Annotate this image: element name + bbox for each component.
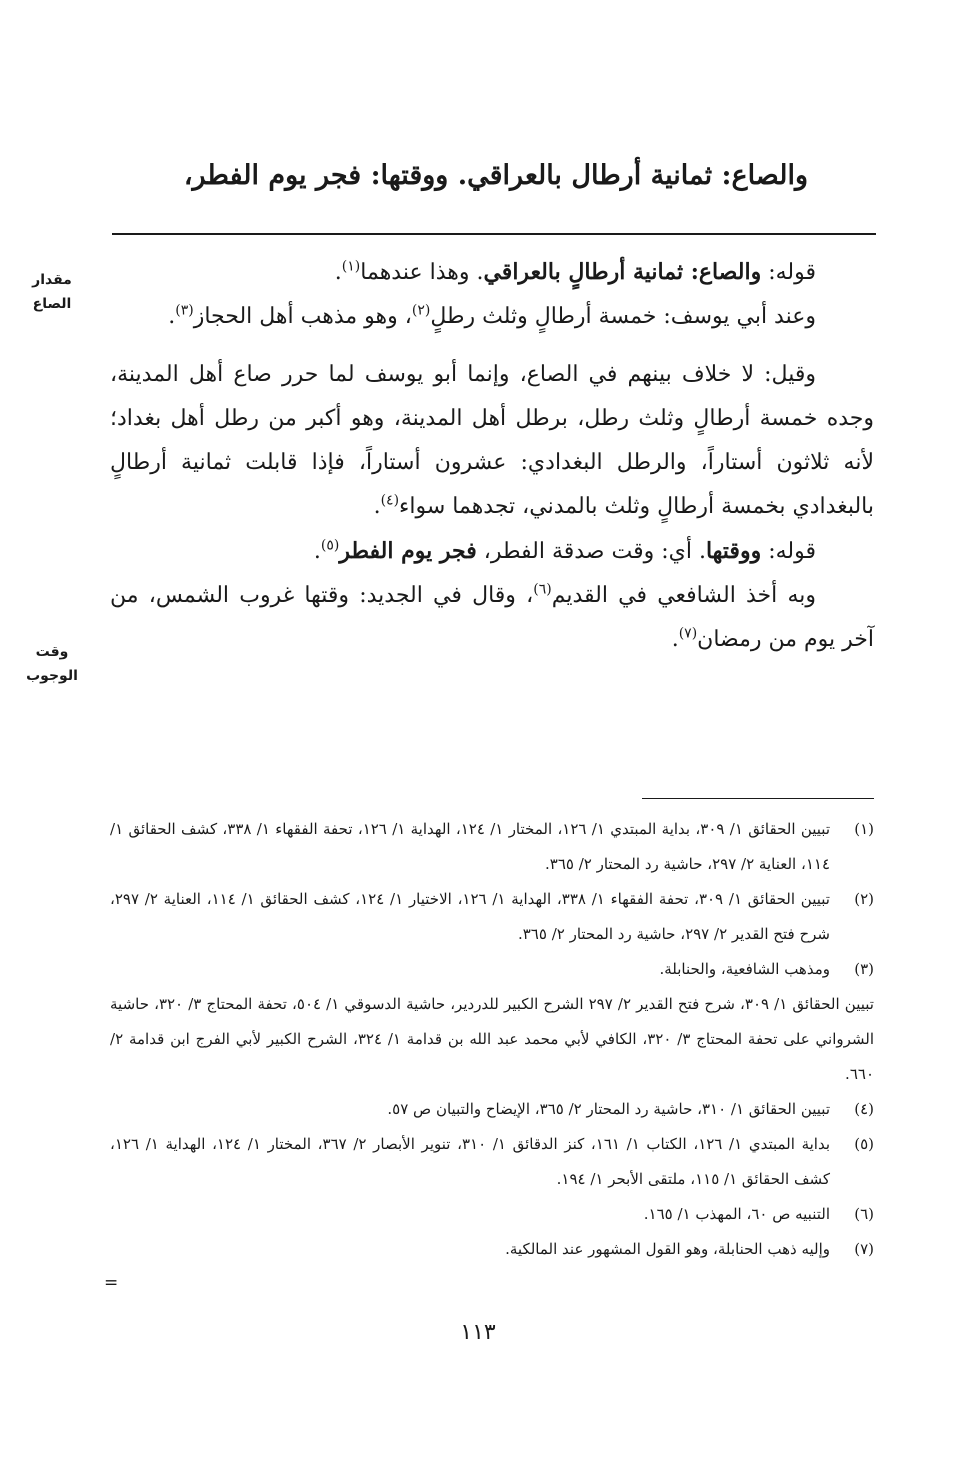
- page-number: ١١٣: [460, 1320, 496, 1345]
- footnote-divider: [642, 798, 874, 799]
- footnote-ref-1[interactable]: (١): [341, 258, 361, 275]
- footnote-item: [110, 1092, 874, 1127]
- footnote-text: وإليه ذهب الحنابلة، وهو القول المشهور عند المالكية.: [505, 1240, 830, 1258]
- footnote-ref-6[interactable]: (٦): [533, 581, 552, 598]
- footnote-text: التنبيه ص ٦٠، المهذب ١/ ١٦٥.: [643, 1205, 830, 1223]
- quote-lead: قوله:: [761, 539, 816, 564]
- paragraph-end: .: [373, 494, 381, 519]
- paragraph-text: ، وقال في الجديد: وقتها غروب الشمس، من آخر يوم من رمضان: [110, 583, 874, 652]
- footnote-ref-3[interactable]: (٣): [175, 302, 194, 319]
- paragraph-text: وعند أبي يوسف: خمسة أرطالٍ وثلث رطلٍ: [430, 304, 816, 329]
- paragraph-2: [110, 295, 874, 339]
- paragraph-end: .: [168, 304, 176, 329]
- footnote-ref-2[interactable]: (٢): [411, 302, 431, 319]
- main-text: [110, 250, 874, 662]
- footnote-number: (٢): [854, 890, 874, 908]
- footnote-ref-4[interactable]: (٤): [380, 492, 400, 509]
- footnote-number: (١): [854, 820, 874, 838]
- footnote-item: [110, 952, 874, 987]
- footnote-ref-5[interactable]: (٥): [320, 537, 340, 554]
- footnote-continuation-mark: =: [104, 1273, 119, 1293]
- paragraph-end: .: [671, 627, 679, 652]
- footnote-number: (٤): [854, 1100, 874, 1118]
- paragraph-3: [110, 353, 874, 529]
- margin-note-line: الوجوب: [26, 668, 78, 684]
- margin-note-line: وقت: [35, 644, 69, 660]
- footnote-item: [110, 1127, 874, 1197]
- footnote-text: ومذهب الشافعية، والحنابلة.: [659, 960, 830, 978]
- footnote-text: تبيين الحقائق ١/ ٣٠٩، بداية المبتدي ١/ ١٢٦، المختار ١/ ١٢٤، الهداية ١/ ١٢٦، تحفة الفقهاء ١/ ٣٣٨، كشف الحقائق ١/ ١١٤، العناية ٢/ ٢٩٧، حاشية رد المحتار ٢/ ٣٦٥.: [110, 820, 830, 873]
- running-header-title: والصاع: ثمانية أرطال بالعراقي. ووقتها: فجر يوم الفطر،: [183, 160, 808, 191]
- footnote-text: تبيين الحقائق ١/ ٣٠٩، تحفة الفقهاء ١/ ٣٣٨، الهداية ١/ ١٢٦، الاختيار ١/ ١٢٤، كشف الحقائق ١/ ١١٤، العناية ٢/ ٢٩٧، شرح فتح القدير ٢/ ٢٩٧، حاشية رد المحتار ٢/ ٣٦٥.: [110, 890, 830, 943]
- footnote-number: (٦): [854, 1205, 874, 1223]
- margin-note-line: الصاع: [32, 296, 72, 312]
- footnote-item: [110, 882, 874, 952]
- quote-lead: قوله:: [761, 260, 816, 285]
- paragraph-text: ، وهو مذهب أهل الحجاز: [193, 304, 412, 329]
- footnotes: [110, 812, 874, 1267]
- footnote-text: تبيين الحقائق ١/ ٣١٠، حاشية رد المحتار ٢/ ٣٦٥، الإيضاح والتبيان ص ٥٧.: [387, 1100, 830, 1118]
- margin-note-line: مقدار: [32, 272, 72, 288]
- paragraph-5: [110, 574, 874, 662]
- footnote-item: [110, 1197, 874, 1232]
- paragraph-end: .: [334, 260, 342, 285]
- margin-note-sa-amount: [8, 268, 96, 316]
- paragraph-end: .: [313, 539, 321, 564]
- quoted-matn: والصاع: ثمانية أرطالٍ بالعراقي: [483, 259, 762, 285]
- footnote-number: (٣): [854, 960, 874, 978]
- quoted-matn: فجر يوم الفطر: [339, 538, 477, 564]
- paragraph-text: . أي: وقت صدقة الفطر،: [476, 539, 706, 564]
- footnote-item: [110, 987, 874, 1092]
- paragraph-text: وبه أخذ الشافعي في القديم: [551, 583, 817, 608]
- footnote-item: [110, 1232, 874, 1267]
- margin-note-obligation-time: [8, 640, 96, 688]
- footnote-ref-7[interactable]: (٧): [678, 625, 698, 642]
- footnote-item: [110, 812, 874, 882]
- paragraph-1: [110, 250, 874, 295]
- footnote-number: (٧): [854, 1240, 874, 1258]
- header-divider: [112, 233, 876, 235]
- footnote-number: (٥): [854, 1135, 874, 1153]
- footnote-text: بداية المبتدي ١/ ١٢٦، الكتاب ١/ ١٦١، كنز الدقائق ١/ ٣١٠، تنوير الأبصار ٢/ ٣٦٧، المختار ١/ ١٢٤، الهداية ١/ ١٢٦، كشف الحقائق ١/ ١١٥، ملتقى الأبحر ١/ ١٩٤.: [110, 1135, 831, 1188]
- quoted-matn: ووقتها: [705, 538, 762, 564]
- paragraph-text: . وهذا عندهما: [360, 260, 484, 285]
- footnote-text: تبيين الحقائق ١/ ٣٠٩، شرح فتح القدير ٢/ ٢٩٧ الشرح الكبير للدردير، حاشية الدسوقي ١/ ٥٠٤، تحفة المحتاج ٣/ ٣٢٠، حاشية الشرواني على تحفة المحتاج ٣/ ٣٢٠، الكافي لأبي محمد عبد الله بن قدامة ١/ ٣٢٤، الشرح الكبير لأبي الفرج ابن قدامة ٢/ ٦٦٠.: [110, 995, 875, 1083]
- paragraph-text: وقيل: لا خلاف بينهم في الصاع، وإنما أبو يوسف لما حرر صاع أهل المدينة، وجده خمسة أرطالٍ وثلث رطل، برطل أهل المدينة، وهو أكبر من رطل أهل بغداد؛ لأنه ثلاثون أستاراً، والرطل البغدادي: عشرون أستاراً، فإذا قابلت ثمانية أرطالٍ بالبغدادي بخمسة أرطالٍ وثلث بالمدني، تجدهما سواء: [110, 362, 874, 519]
- paragraph-4: [110, 529, 874, 574]
